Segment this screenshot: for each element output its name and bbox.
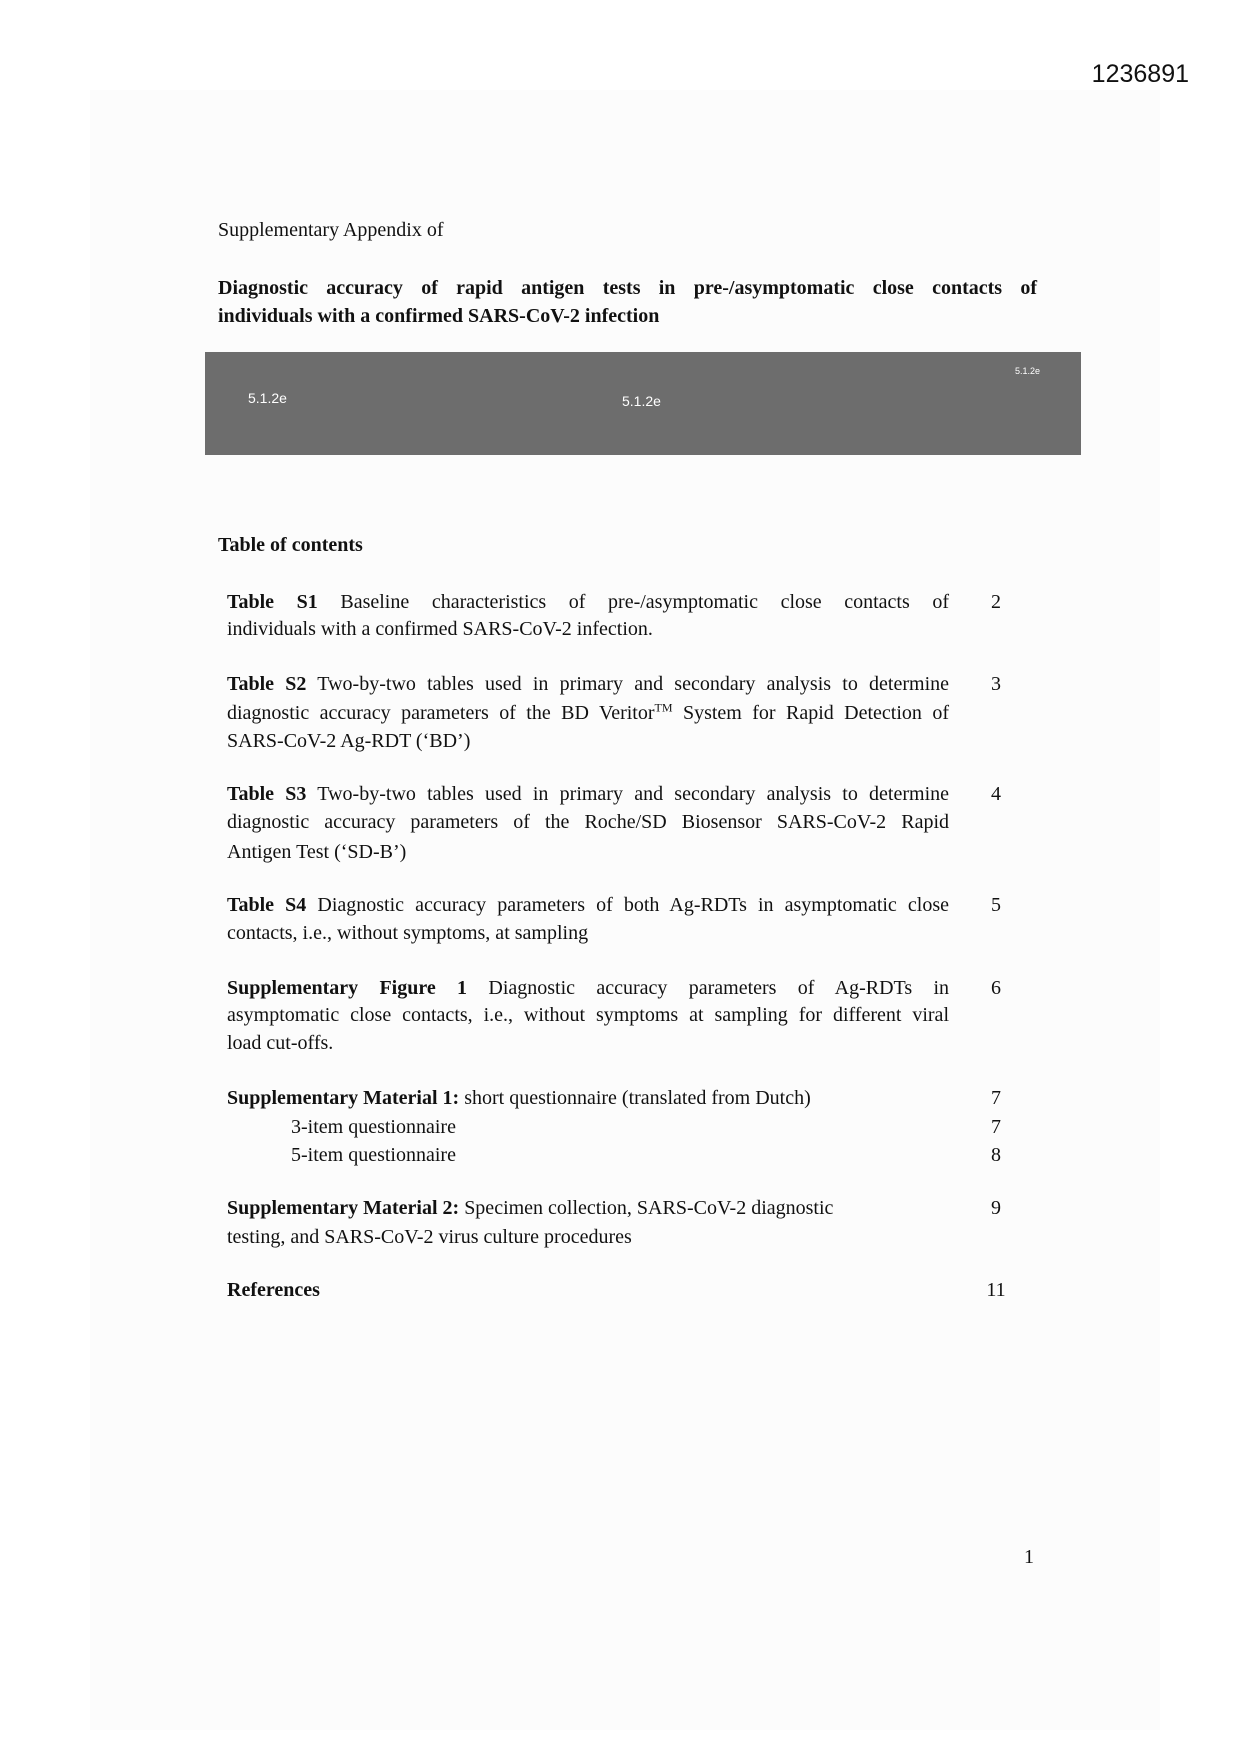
title-line-2: individuals with a confirmed SARS-CoV-2 infection — [218, 305, 660, 327]
subtitle: Supplementary Appendix of — [218, 219, 444, 241]
page-ref: 5 — [991, 894, 1001, 916]
entry-label: Table S2 — [227, 673, 307, 695]
title-line-1: Diagnostic accuracy of rapid antigen tests in pre-/asymptomatic close contacts of — [218, 277, 1037, 299]
trademark-sup: TM — [654, 700, 673, 715]
redaction-label: 5.1.2e — [622, 393, 661, 409]
page-ref: 4 — [991, 783, 1001, 805]
page-ref: 9 — [991, 1197, 1001, 1219]
entry-text: contacts, i.e., without symptoms, at sampling — [227, 922, 589, 944]
entry-label: References — [227, 1279, 320, 1301]
entry-text: 3-item questionnaire — [291, 1116, 456, 1138]
entry-label: Table S3 — [227, 783, 307, 805]
entry-text: Diagnostic accuracy parameters of both Ag-RDTs in asymptomatic close — [317, 894, 949, 916]
toc-heading: Table of contents — [218, 534, 363, 556]
entry-text: individuals with a confirmed SARS-CoV-2 infection. — [227, 618, 653, 640]
entry-text: SARS-CoV-2 Ag-RDT (‘BD’) — [227, 730, 471, 752]
page-ref: 11 — [986, 1279, 1006, 1301]
entry-text: diagnostic accuracy parameters of the BD Veritor — [227, 702, 655, 724]
entry-text: Baseline characteristics of pre-/asymptomatic close contacts of — [340, 591, 950, 613]
entry-text: Two-by-two tables used in primary and secondary analysis to determine — [317, 673, 950, 695]
page-number: 1 — [1024, 1546, 1034, 1568]
entry-text: Specimen collection, SARS-CoV-2 diagnostic — [464, 1197, 834, 1219]
entry-text: short questionnaire (translated from Dutch) — [464, 1087, 811, 1109]
page-ref: 2 — [991, 591, 1001, 613]
redaction-box — [205, 352, 1081, 455]
entry-text: Diagnostic accuracy parameters of Ag-RDTs in — [488, 977, 950, 999]
redaction-label: 5.1.2e — [248, 390, 287, 406]
entry-label: Supplementary Figure 1 — [227, 977, 468, 999]
page-ref: 3 — [991, 673, 1001, 695]
page-ref: 8 — [991, 1144, 1001, 1166]
document-id: 1236891 — [1091, 60, 1189, 88]
entry-text: 5-item questionnaire — [291, 1144, 456, 1166]
entry-text: System for Rapid Detection of — [672, 702, 949, 724]
entry-text: diagnostic accuracy parameters of the Roche/SD Biosensor SARS-CoV-2 Rapid — [227, 811, 949, 833]
entry-label: Table S1 — [227, 591, 318, 613]
entry-label: Supplementary Material 2: — [227, 1197, 460, 1219]
page-ref: 7 — [991, 1116, 1001, 1138]
entry-text: testing, and SARS-CoV-2 virus culture procedures — [227, 1226, 632, 1248]
page-ref: 7 — [991, 1087, 1001, 1109]
entry-text: Antigen Test (‘SD-B’) — [227, 841, 407, 863]
entry-label: Supplementary Material 1: — [227, 1087, 460, 1109]
redaction-label: 5.1.2e — [1015, 366, 1041, 376]
entry-text: asymptomatic close contacts, i.e., without symptoms at sampling for different viral — [227, 1004, 949, 1026]
entry-text: Two-by-two tables used in primary and secondary analysis to determine — [317, 783, 950, 805]
entry-text: load cut-offs. — [227, 1032, 334, 1054]
entry-label: Table S4 — [227, 894, 307, 916]
page-ref: 6 — [991, 977, 1001, 999]
